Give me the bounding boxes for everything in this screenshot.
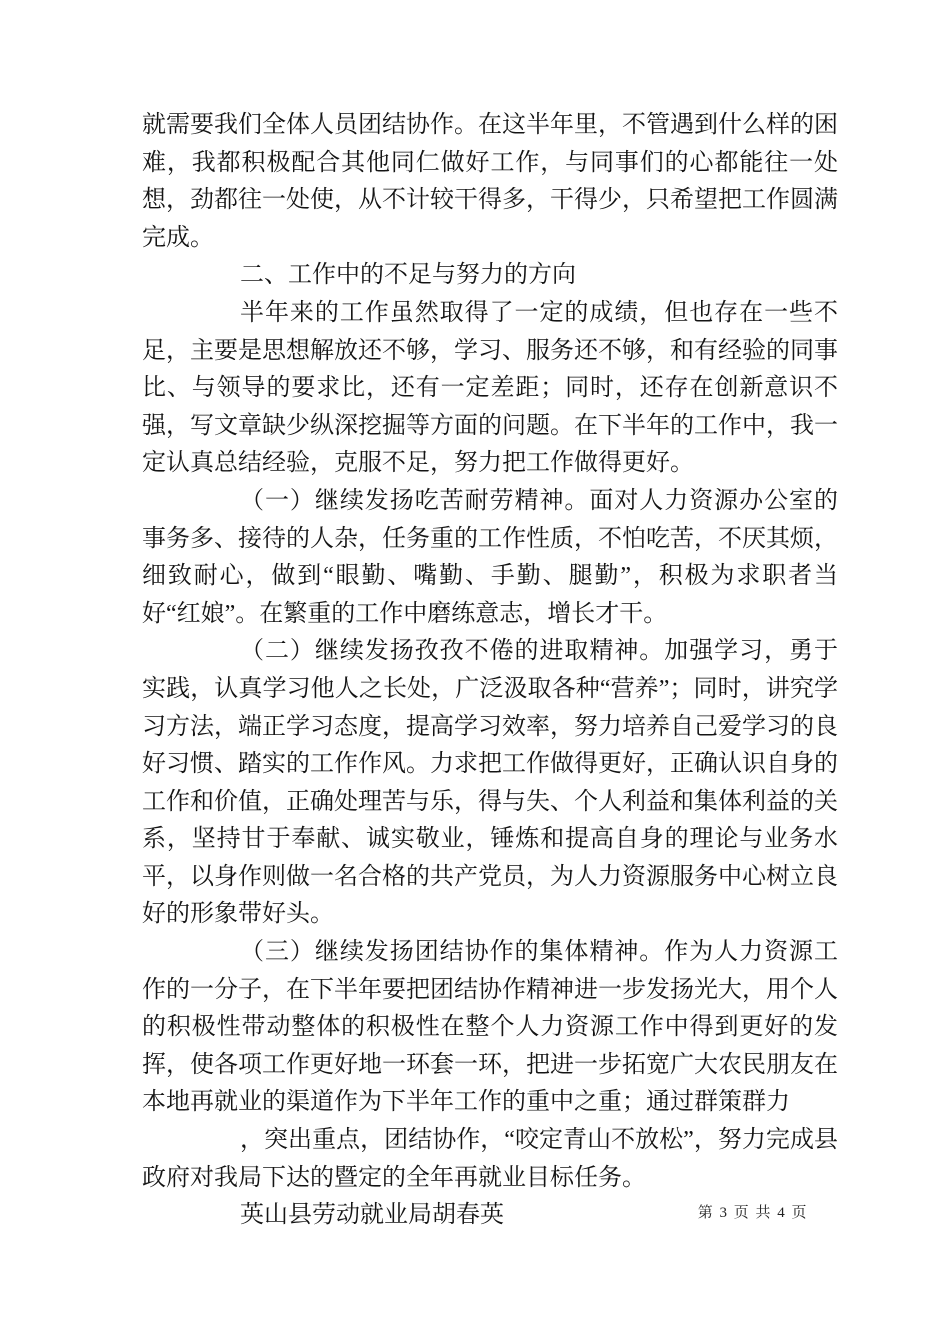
document-body xyxy=(142,107,838,1235)
paragraph: 半年来的工作虽然取得了一定的成绩，但也存在一些不足，主要是思想解放还不够，学习、服务还不够，和有经验的同事比、与领导的要求比，还有一定差距；同时，还存在创新意识不强，写文章缺少纵深挖掘等方面的问题。在下半年的工作中，我一定认真总结经验，克服不足，努力把工作做得更好。 xyxy=(142,299,838,477)
paragraph: 英山县劳动就业局胡春英 xyxy=(240,1202,504,1229)
paragraph: （三）继续发扬团结协作的集体精神。作为人力资源工作的一分子，在下半年要把团结协作精神进一步发扬光大，用个人的积极性带动整体的积极性在整个人力资源工作中得到更好的发挥，使各项工作更好地一环套一环，把进一步拓宽广大农民朋友在本地再就业的渠道作为下半年工作的重中之重；通过群策群力 xyxy=(142,939,838,1116)
paragraph: 二、工作中的不足与努力的方向 xyxy=(240,262,576,289)
paragraph: （二）继续发扬孜孜不倦的进取精神。加强学习，勇于实践，认真学习他人之长处，广泛汲取各种“营养”；同时，讲究学习方法，端正学习态度，提高学习效率，努力培养自己爱学习的良好习惯、踏实的工作作风。力求把工作做得更好，正确认识自身的工作和价值，正确处理苦与乐，得与失、个人利益和集体利益的关系，坚持甘于奉献、诚实敬业，锤炼和提高自身的理论与业务水平，以身作则做一名合格的共产党员，为人力资源服务中心树立良好的形象带好头。 xyxy=(142,638,838,928)
paragraph: （一）继续发扬吃苦耐劳精神。面对人力资源办公室的事务多、接待的人杂，任务重的工作性质，不怕吃苦，不厌其烦，细致耐心，做到“眼勤、嘴勤、手勤、腿勤”，积极为求职者当好“红娘”。在繁重的工作中磨练意志，增长才干。 xyxy=(142,487,838,627)
paragraph: ，突出重点，团结协作，“咬定青山不放松”，努力完成县政府对我局下达的暨定的全年再就业目标任务。 xyxy=(142,1127,838,1191)
page-number-footer: 第 3 页 共 4 页 xyxy=(697,1205,808,1221)
paragraph: 就需要我们全体人员团结协作。在这半年里，不管遇到什么样的困难，我都积极配合其他同仁做好工作，与同事们的心都能往一处想，劲都往一处使，从不计较干得多，干得少，只希望把工作圆满完成。 xyxy=(142,112,838,251)
